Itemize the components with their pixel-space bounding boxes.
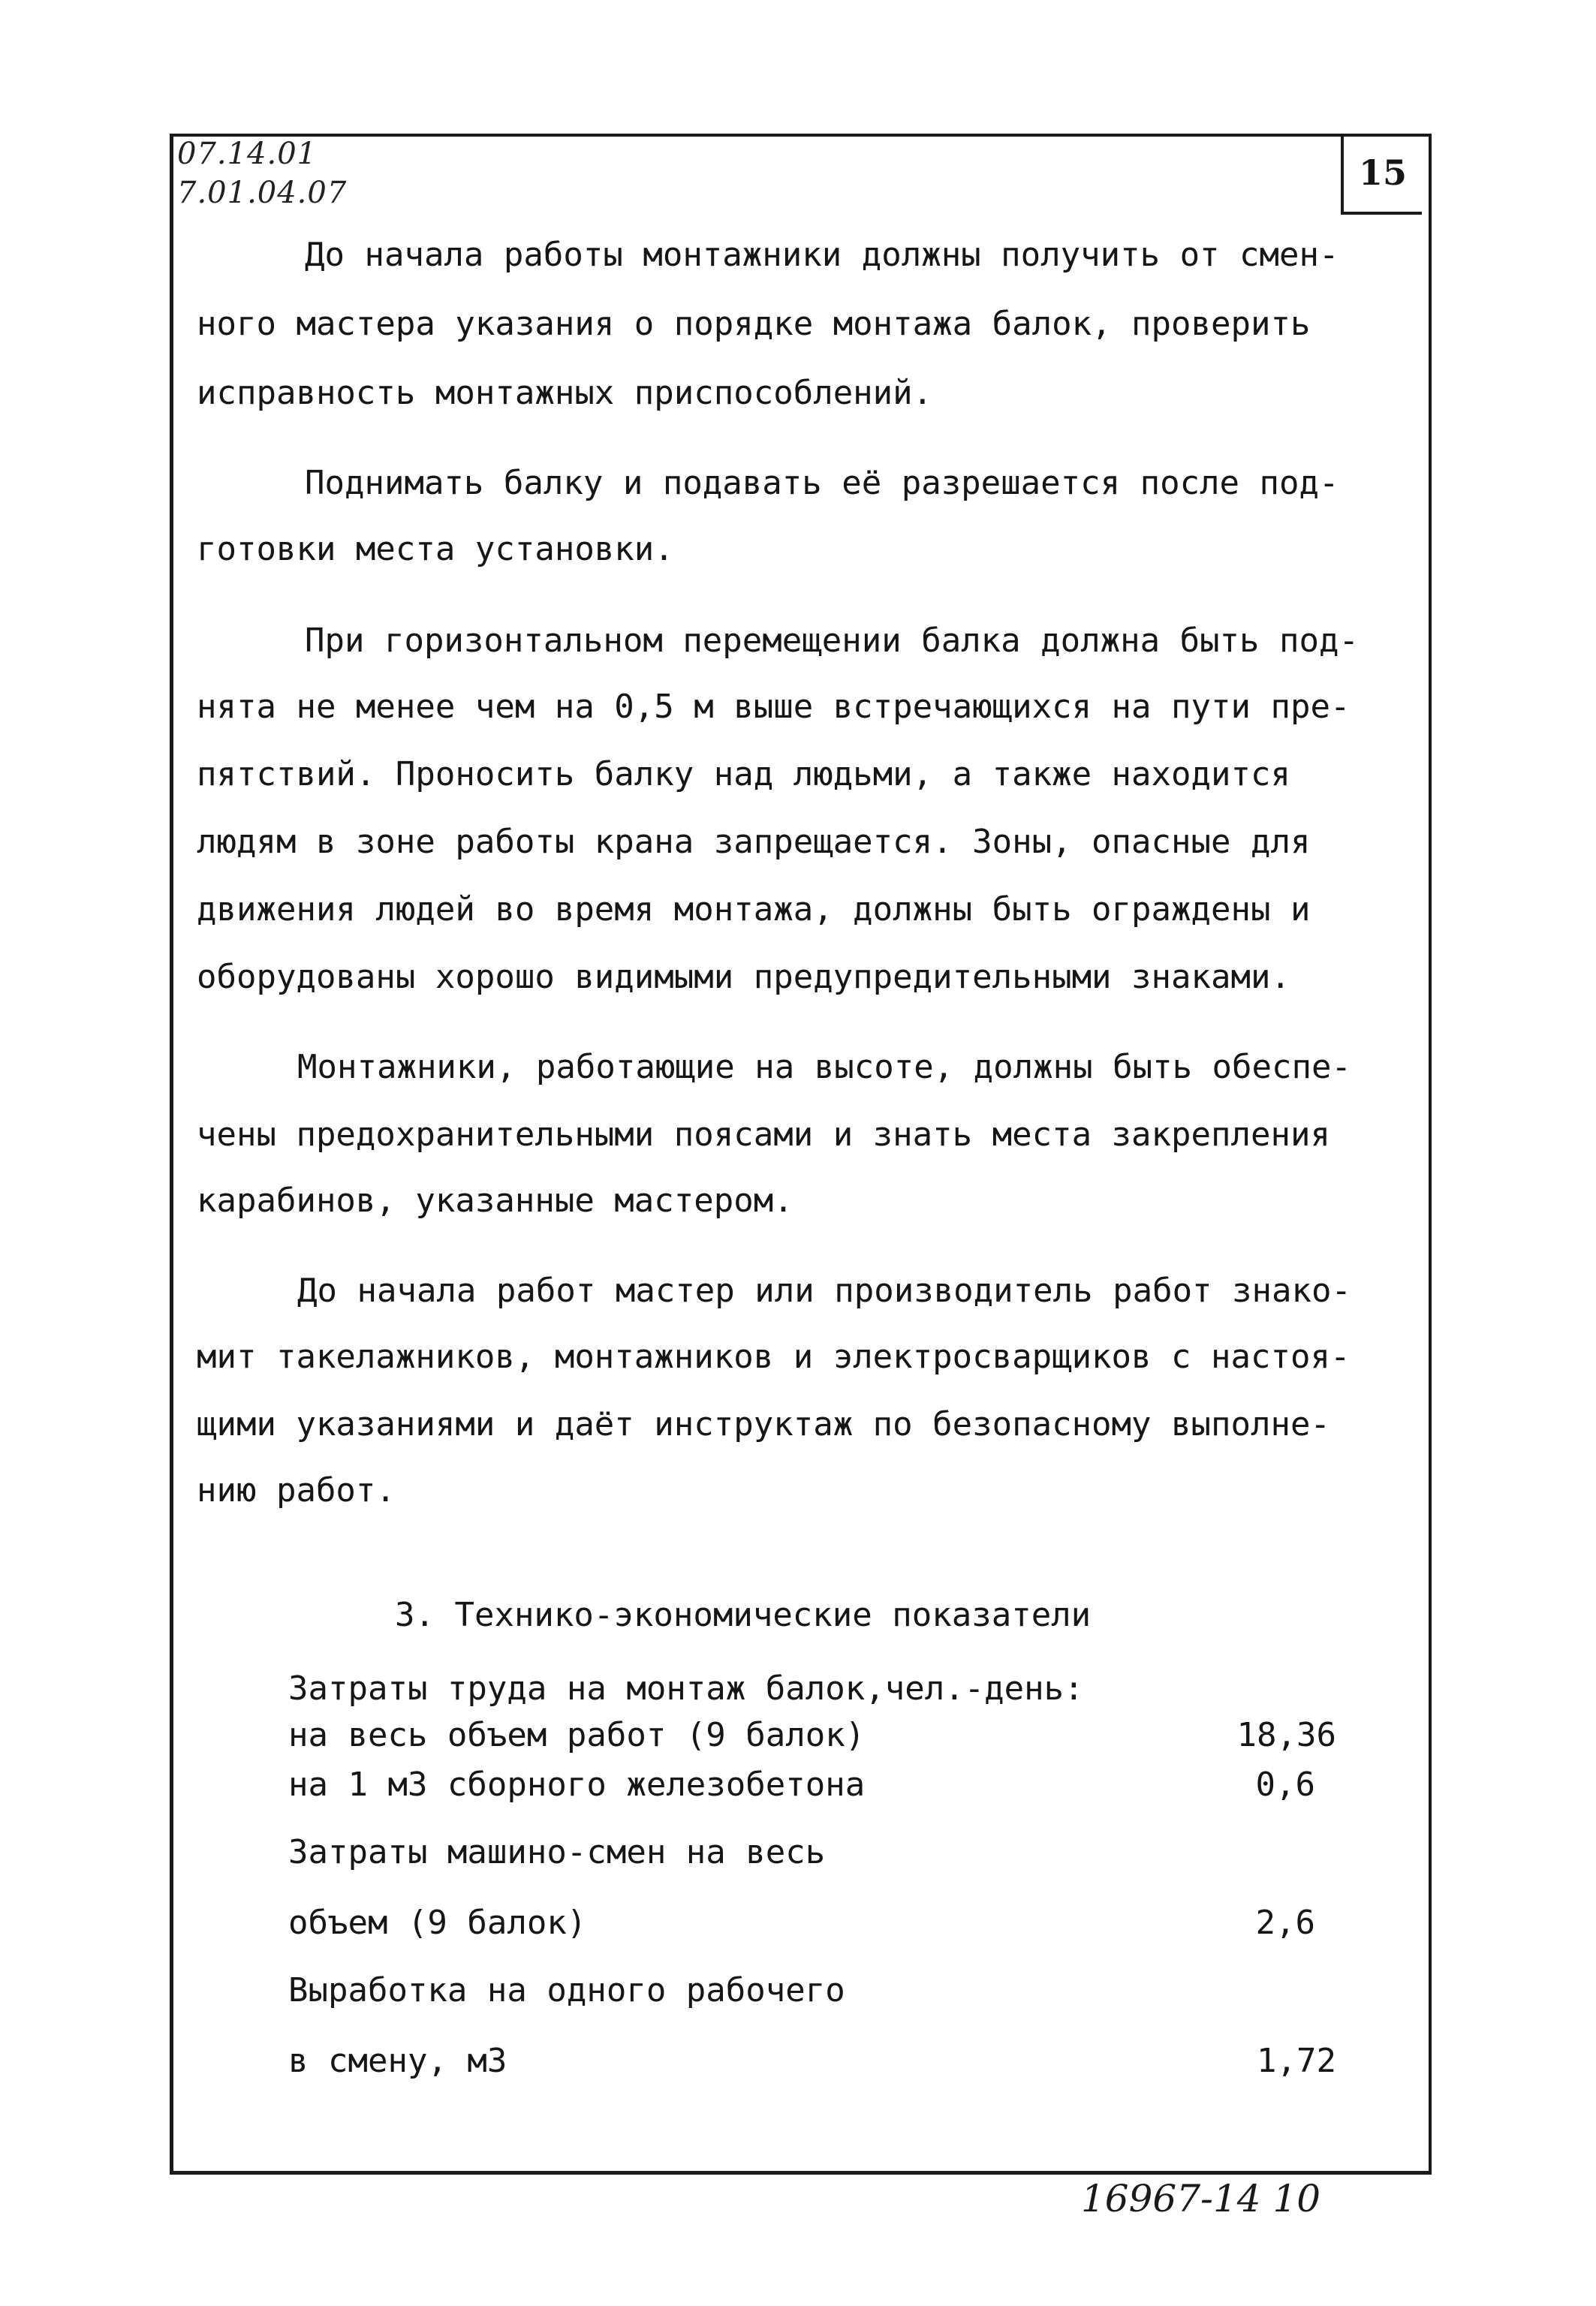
paragraph-5-line-4: нию работ. — [197, 1471, 396, 1510]
output-label-1: Выработка на одного рабочего — [288, 1971, 845, 2009]
machine-label-2: объем (9 балок) — [288, 1904, 587, 1942]
paragraph-3-line-1: При горизонтальном перемещении балка должна быть под- — [305, 622, 1359, 660]
paragraph-4-line-1: Монтажники, работающие на высоте, должны быть обеспе- — [297, 1048, 1351, 1086]
paragraph-2-line-1: Поднимать балку и подавать её разрешается после под- — [305, 464, 1339, 502]
paragraph-3-line-2: нята не менее чем на 0,5 м выше встречающихся на пути пре- — [197, 688, 1351, 726]
row-value-total-work: 18,36 — [1236, 1716, 1336, 1754]
page-number: 15 — [1341, 134, 1422, 215]
paragraph-3-line-5: движения людей во время монтажа, должны быть ограждены и — [197, 890, 1311, 929]
paragraph-5-line-2: мит такелажников, монтажников и электросварщиков с настоя- — [197, 1338, 1351, 1376]
paragraph-5-line-1: До начала работ мастер или производитель работ знако- — [297, 1272, 1351, 1310]
machine-label-1: Затраты машино-смен на весь — [288, 1833, 826, 1871]
paragraph-3-line-3: пятствий. Проносить балку над людьми, а также находится — [197, 755, 1290, 793]
paragraph-3-line-4: людям в зоне работы крана запрещается. Зоны, опасные для — [197, 823, 1311, 861]
machine-value: 2,6 — [1255, 1904, 1315, 1942]
paragraph-5-line-3: щими указаниями и даёт инструктаж по безопасному выполне- — [197, 1405, 1330, 1444]
paragraph-4-line-3: карабинов, указанные мастером. — [197, 1182, 793, 1220]
doc-number: 16967-14 10 — [1081, 2177, 1321, 2220]
paragraph-3-line-6: оборудованы хорошо видимыми предупредительными знаками. — [197, 958, 1290, 996]
output-label-2: в смену, м3 — [288, 2042, 507, 2080]
paragraph-4-line-2: чены предохранительными поясами и знать места закрепления — [197, 1115, 1330, 1154]
row-label-per-m3: на 1 м3 сборного железобетона — [288, 1766, 866, 1804]
document-code-line2: 7.01.04.07 — [177, 176, 348, 210]
section-title: 3. Технико-экономические показатели — [395, 1596, 1092, 1634]
paragraph-1-line-1: До начала работы монтажники должны получить от смен- — [305, 236, 1339, 274]
document-code-line1: 07.14.01 — [177, 137, 318, 171]
row-value-per-m3: 0,6 — [1255, 1766, 1315, 1804]
row-label-total-work: на весь объем работ (9 балок) — [288, 1716, 866, 1754]
output-value: 1,72 — [1257, 2042, 1336, 2080]
labor-heading: Затраты труда на монтаж балок,чел.-день: — [288, 1669, 1084, 1708]
paragraph-1-line-3: исправность монтажных приспособлений. — [197, 374, 933, 412]
paragraph-2-line-2: готовки места установки. — [197, 530, 674, 568]
paragraph-1-line-2: ного мастера указания о порядке монтажа балок, проверить — [197, 305, 1311, 343]
